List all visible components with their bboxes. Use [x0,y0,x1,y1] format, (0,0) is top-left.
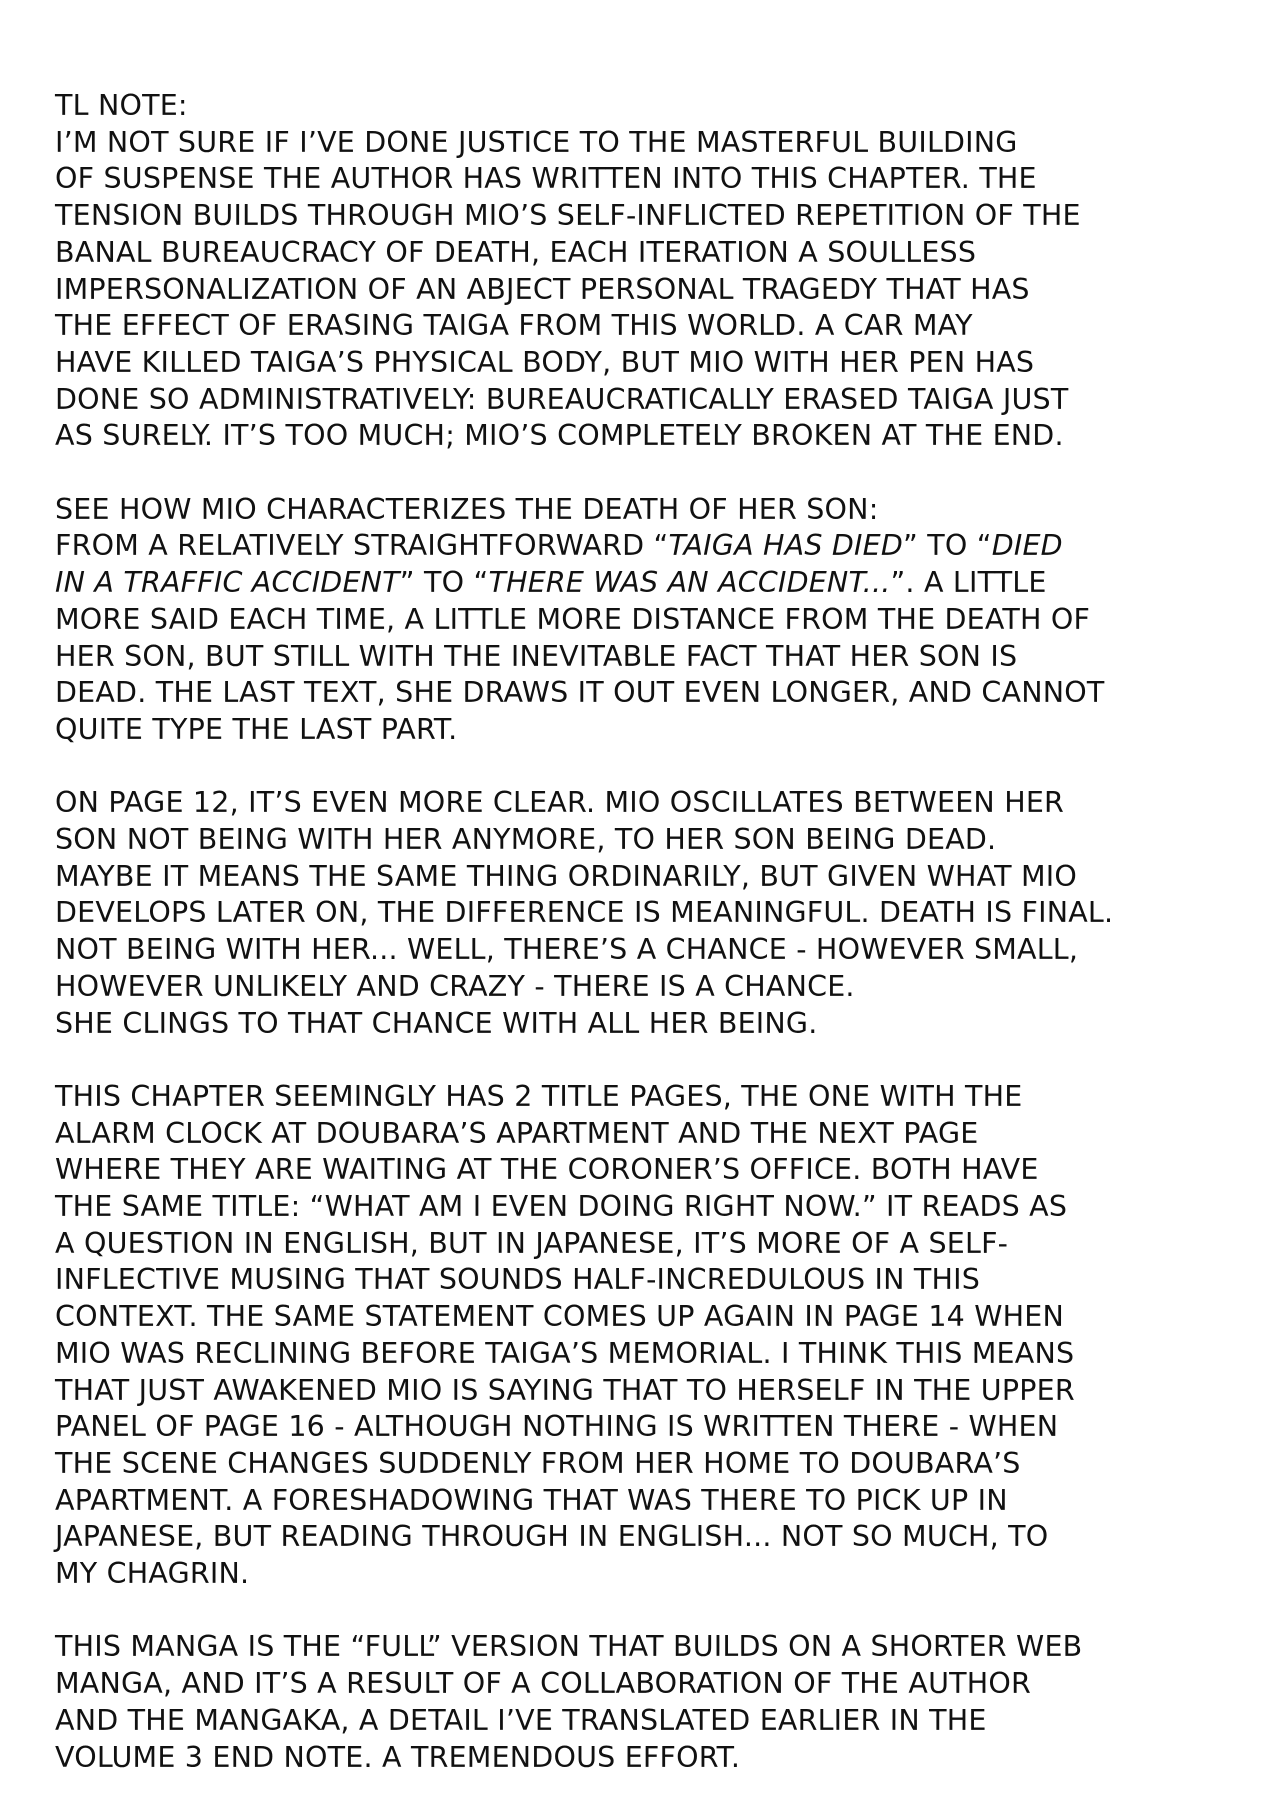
text-line: MIO WAS RECLINING BEFORE TAIGA’S MEMORIAL. I THINK THIS MEANS [55,1336,1075,1370]
text-line: MORE SAID EACH TIME, A LITTLE MORE DISTANCE FROM THE DEATH OF [55,602,1091,636]
text-line: SON NOT BEING WITH HER ANYMORE, TO HER SON BEING DEAD. [55,823,997,857]
text-line: TENSION BUILDS THROUGH MIO’S SELF-INFLICTED REPETITION OF THE [55,199,1081,233]
text-line: THE SAME TITLE: “WHAT AM I EVEN DOING RIGHT NOW.” IT READS AS [55,1190,1068,1224]
quoted-phrase: IN A TRAFFIC ACCIDENT [55,566,400,600]
text-line: APARTMENT. A FORESHADOWING THAT WAS THERE TO PICK UP IN [55,1483,1008,1517]
paragraph-4 [55,1079,1245,1593]
text-segment: ”. A LITTLE [890,566,1047,600]
text-line: THE SCENE CHANGES SUDDENLY FROM HER HOME TO DOUBARA’S [55,1446,1021,1480]
paragraph-gap [55,749,1245,786]
text-line: AND THE MANGAKA, A DETAIL I’VE TRANSLATED EARLIER IN THE [55,1703,987,1737]
text-line: HER SON, BUT STILL WITH THE INEVITABLE FACT THAT HER SON IS [55,639,1018,673]
text-line: MANGA, AND IT’S A RESULT OF A COLLABORATION OF THE AUTHOR [55,1667,1032,1701]
text-line: OF SUSPENSE THE AUTHOR HAS WRITTEN INTO THIS CHAPTER. THE [55,162,1037,196]
note-heading: TL NOTE: [55,89,188,122]
text-line: THE EFFECT OF ERASING TAIGA FROM THIS WORLD. A CAR MAY [55,309,973,343]
text-line: CONTEXT. THE SAME STATEMENT COMES UP AGAIN IN PAGE 14 WHEN [55,1300,1064,1334]
text-line: BANAL BUREAUCRACY OF DEATH, EACH ITERATION A SOULLESS [55,235,977,269]
translator-note [55,88,1245,1776]
text-line: THIS CHAPTER SEEMINGLY HAS 2 TITLE PAGES, THE ONE WITH THE [55,1079,1023,1113]
text-line: QUITE TYPE THE LAST PART. [55,712,458,746]
quoted-phrase: DIED [991,529,1063,563]
text-line: DEVELOPS LATER ON, THE DIFFERENCE IS MEANINGFUL. DEATH IS FINAL. [55,896,1114,930]
paragraph-3 [55,785,1245,1042]
paragraph-gap [55,1042,1245,1079]
text-line: THAT JUST AWAKENED MIO IS SAYING THAT TO HERSELF IN THE UPPER [55,1373,1075,1407]
text-line: THIS MANGA IS THE “FULL” VERSION THAT BUILDS ON A SHORTER WEB [55,1630,1083,1664]
text-line: NOT BEING WITH HER... WELL, THERE’S A CHANCE - HOWEVER SMALL, [55,933,1079,967]
text-line: HAVE KILLED TAIGA’S PHYSICAL BODY, BUT MIO WITH HER PEN HAS [55,345,1035,379]
text-line: A QUESTION IN ENGLISH, BUT IN JAPANESE, IT’S MORE OF A SELF- [55,1226,1009,1260]
quoted-phrase: TAIGA HAS DIED [668,529,903,563]
text-line: DONE SO ADMINISTRATIVELY: BUREAUCRATICALLY ERASED TAIGA JUST [55,382,1069,416]
text-line: ON PAGE 12, IT’S EVEN MORE CLEAR. MIO OSCILLATES BETWEEN HER [55,786,1065,820]
text-line: SEE HOW MIO CHARACTERIZES THE DEATH OF HER SON: [55,492,879,526]
text-line: MY CHAGRIN. [55,1557,250,1591]
text-line: PANEL OF PAGE 16 - ALTHOUGH NOTHING IS WRITTEN THERE - WHEN [55,1410,1059,1444]
text-line: MAYBE IT MEANS THE SAME THING ORDINARILY, BUT GIVEN WHAT MIO [55,859,1077,893]
paragraph-5 [55,1629,1245,1776]
paragraph-gap [55,1593,1245,1630]
text-line: DEAD. THE LAST TEXT, SHE DRAWS IT OUT EVEN LONGER, AND CANNOT [55,676,1105,710]
text-segment: ” TO “ [903,529,992,563]
text-line: VOLUME 3 END NOTE. A TREMENDOUS EFFORT. [55,1740,741,1774]
text-line [55,528,1245,565]
text-line: WHERE THEY ARE WAITING AT THE CORONER’S OFFICE. BOTH HAVE [55,1153,1039,1187]
paragraph-2 [55,492,1245,749]
quoted-phrase: THERE WAS AN ACCIDENT... [488,566,891,600]
text-line: JAPANESE, BUT READING THROUGH IN ENGLISH... NOT SO MUCH, TO [55,1520,1049,1554]
text-segment: ” TO “ [399,566,489,600]
text-line: ALARM CLOCK AT DOUBARA’S APARTMENT AND THE NEXT PAGE [55,1116,979,1150]
paragraph-1 [55,125,1245,455]
text-line: I’M NOT SURE IF I’VE DONE JUSTICE TO THE MASTERFUL BUILDING [55,125,1018,159]
text-line: IMPERSONALIZATION OF AN ABJECT PERSONAL TRAGEDY THAT HAS [55,272,1030,306]
text-line: AS SURELY. IT’S TOO MUCH; MIO’S COMPLETELY BROKEN AT THE END. [55,419,1064,453]
text-line: INFLECTIVE MUSING THAT SOUNDS HALF-INCREDULOUS IN THIS [55,1263,981,1297]
text-line [55,565,1245,602]
text-line: HOWEVER UNLIKELY AND CRAZY - THERE IS A CHANCE. [55,969,855,1003]
paragraph-gap [55,455,1245,492]
text-segment: FROM A RELATIVELY STRAIGHTFORWARD “ [55,529,669,563]
text-line: SHE CLINGS TO THAT CHANCE WITH ALL HER BEING. [55,1006,818,1040]
